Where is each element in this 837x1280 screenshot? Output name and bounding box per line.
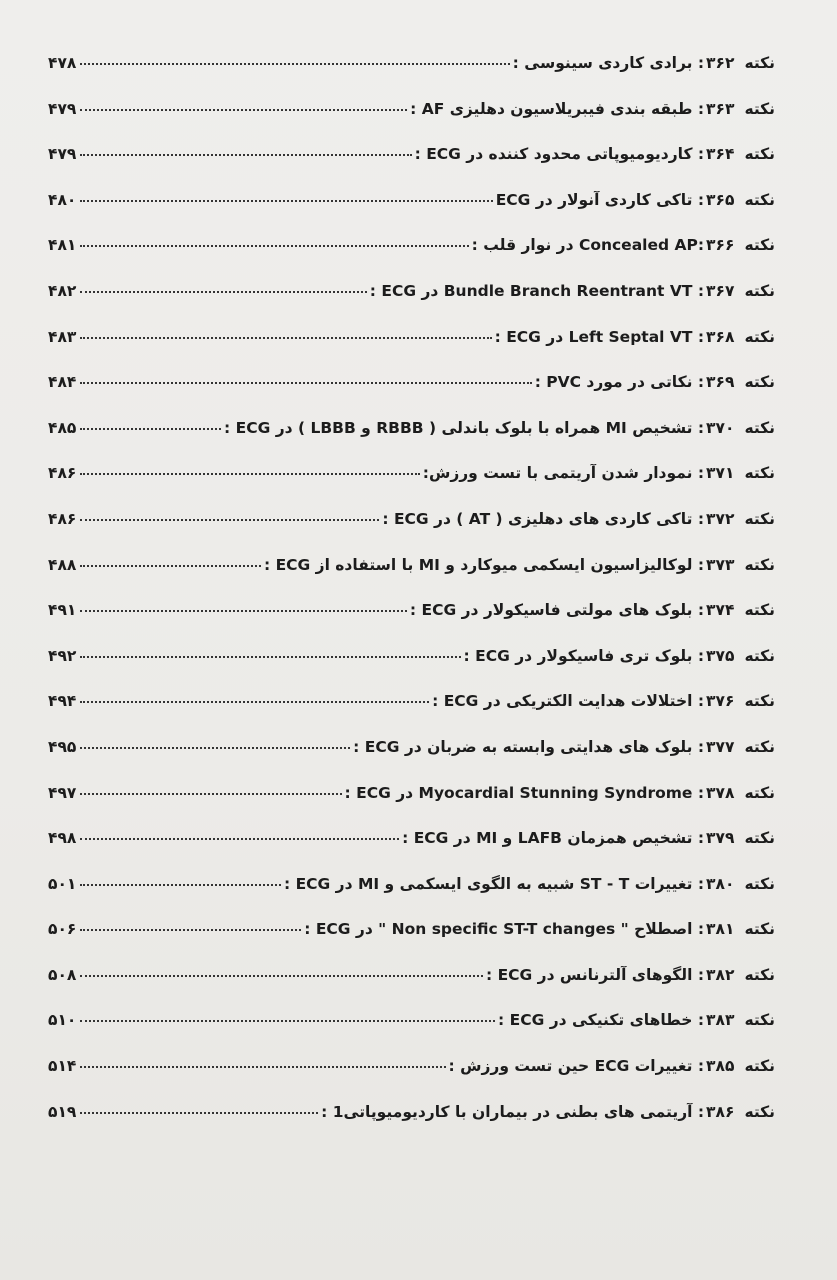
toc-entry[interactable] (48, 829, 775, 875)
toc-entry[interactable] (48, 328, 775, 374)
entry-number: ۳۷۸ (706, 783, 735, 802)
entry-number: ۳۷۱ (706, 464, 735, 483)
entry-title: : Myocardial Stunning Syndrome در ECG : (344, 783, 705, 802)
entry-number: ۳۶۳ (706, 99, 735, 118)
entry-prefix: نکته (744, 145, 775, 164)
dot-leader (80, 838, 399, 840)
entry-prefix: نکته (744, 555, 775, 574)
entry-title: :Concealed AP در نوار قلب : (471, 236, 705, 255)
toc-entry[interactable] (48, 647, 775, 693)
entry-page-number: ۴۸۸ (48, 555, 77, 574)
entry-page-number: ۴۸۰ (48, 190, 77, 209)
toc-entry[interactable] (48, 100, 775, 146)
entry-number: ۳۷۹ (706, 829, 735, 848)
dot-leader (80, 473, 419, 475)
entry-page-number: ۵۰۱ (48, 874, 77, 893)
entry-page-number: ۴۹۴ (48, 692, 77, 711)
entry-number: ۳۷۰ (706, 418, 735, 437)
entry-title: : بلوک های مولتی فاسیکولار در ECG : (409, 601, 705, 620)
dot-leader (80, 884, 281, 886)
entry-page-number: ۴۸۶ (48, 509, 77, 528)
dot-leader (80, 793, 341, 795)
toc-entry[interactable] (48, 191, 775, 237)
dot-leader (80, 975, 483, 977)
entry-page-number: ۵۱۰ (48, 1011, 77, 1030)
entry-title: : نمودار شدن آریتمی با تست ورزش: (422, 464, 705, 483)
entry-number: ۳۶۹ (706, 373, 735, 392)
entry-title: : تغییرات ST - T شبیه به الگوی ایسکمی و MI در ECG : (283, 874, 705, 893)
dot-leader (80, 1112, 318, 1114)
entry-number: ۳۷۵ (706, 646, 735, 665)
dot-leader (80, 245, 468, 247)
entry-title: : تاکی کاردی آنولار در ECG (495, 190, 705, 209)
entry-prefix: نکته (744, 737, 775, 756)
toc-entry[interactable] (48, 54, 775, 100)
toc-entry[interactable] (48, 601, 775, 647)
entry-page-number: ۴۸۳ (48, 327, 77, 346)
dot-leader (80, 382, 531, 384)
dot-leader (80, 929, 301, 931)
dot-leader (80, 701, 429, 703)
toc-entry[interactable] (48, 556, 775, 602)
entry-number: ۳۸۵ (706, 1057, 735, 1076)
entry-number: ۳۸۳ (706, 1011, 735, 1030)
entry-number: ۳۸۶ (706, 1102, 735, 1121)
entry-prefix: نکته (744, 281, 775, 300)
entry-prefix: نکته (744, 920, 775, 939)
table-of-contents (48, 54, 775, 1148)
entry-prefix: نکته (744, 509, 775, 528)
entry-number: ۳۷۷ (706, 737, 735, 756)
dot-leader (80, 291, 366, 293)
entry-title: : تشخیص همزمان LAFB و MI در ECG : (402, 829, 705, 848)
entry-page-number: ۴۸۲ (48, 281, 77, 300)
dot-leader (80, 109, 407, 111)
entry-title: : طبقه بندی فیبریلاسیون دهلیزی AF : (410, 99, 705, 118)
toc-entry[interactable] (48, 1103, 775, 1149)
toc-entry[interactable] (48, 784, 775, 830)
entry-prefix: نکته (744, 1102, 775, 1121)
entry-page-number: ۴۸۴ (48, 373, 77, 392)
toc-entry[interactable] (48, 920, 775, 966)
entry-prefix: نکته (744, 783, 775, 802)
entry-prefix: نکته (744, 1011, 775, 1030)
entry-page-number: ۴۸۶ (48, 464, 77, 483)
entry-page-number: ۵۰۸ (48, 965, 77, 984)
entry-prefix: نکته (744, 829, 775, 848)
dot-leader (80, 747, 350, 749)
dot-leader (80, 428, 221, 430)
toc-entry[interactable] (48, 282, 775, 328)
dot-leader (80, 565, 261, 567)
dot-leader (80, 656, 460, 658)
toc-entry[interactable] (48, 966, 775, 1012)
entry-prefix: نکته (744, 418, 775, 437)
dot-leader (80, 610, 407, 612)
toc-entry[interactable] (48, 692, 775, 738)
entry-page-number: ۴۹۲ (48, 646, 77, 665)
entry-page-number: ۵۱۴ (48, 1057, 77, 1076)
dot-leader (80, 337, 491, 339)
entry-prefix: نکته (744, 236, 775, 255)
entry-title: : اصطلاح " Non specific ST-T changes " در ECG : (304, 920, 705, 939)
dot-leader (80, 519, 379, 521)
entry-title: : کاردیومیوپاتی محدود کننده در ECG : (414, 145, 705, 164)
toc-entry[interactable] (48, 464, 775, 510)
dot-leader (80, 154, 411, 156)
entry-title: : بلوک تری فاسیکولار در ECG : (463, 646, 705, 665)
entry-page-number: ۴۷۹ (48, 99, 77, 118)
toc-entry[interactable] (48, 236, 775, 282)
entry-title: : برادی کاردی سینوسی : (512, 54, 705, 72)
toc-entry[interactable] (48, 510, 775, 556)
entry-title: : نکاتی در مورد PVC : (534, 373, 705, 392)
entry-prefix: نکته (744, 601, 775, 620)
entry-prefix: نکته (744, 327, 775, 346)
entry-title: : لوکالیزاسیون ایسکمی میوکارد و MI با استفاده از ECG : (263, 555, 705, 574)
toc-entry[interactable] (48, 373, 775, 419)
entry-number: ۳۷۳ (706, 555, 735, 574)
entry-page-number: ۵۰۶ (48, 920, 77, 939)
toc-entry[interactable] (48, 738, 775, 784)
entry-number: ۳۸۲ (706, 965, 735, 984)
entry-number: ۳۶۶ (706, 236, 735, 255)
entry-number: ۳۶۸ (706, 327, 735, 346)
entry-prefix: نکته (744, 464, 775, 483)
entry-page-number: ۴۸۵ (48, 418, 77, 437)
entry-page-number: ۴۹۵ (48, 737, 77, 756)
entry-prefix: نکته (744, 99, 775, 118)
entry-number: ۳۶۲ (706, 54, 735, 72)
entry-page-number: ۴۷۹ (48, 145, 77, 164)
entry-number: ۳۶۷ (706, 281, 735, 300)
dot-leader (80, 1020, 495, 1022)
entry-number: ۳۸۱ (706, 920, 735, 939)
entry-number: ۳۸۰ (706, 874, 735, 893)
entry-prefix: نکته (744, 190, 775, 209)
entry-prefix: نکته (744, 54, 775, 72)
entry-title: : اختلالات هدایت الکتریکی در ECG : (432, 692, 705, 711)
entry-number: ۳۶۴ (706, 145, 735, 164)
entry-page-number: ۵۱۹ (48, 1102, 77, 1121)
toc-entry[interactable] (48, 145, 775, 191)
toc-entry[interactable] (48, 1057, 775, 1103)
entry-prefix: نکته (744, 373, 775, 392)
entry-page-number: ۴۹۱ (48, 601, 77, 620)
entry-title: : Bundle Branch Reentrant VT در ECG : (369, 281, 705, 300)
toc-entry[interactable] (48, 875, 775, 921)
entry-page-number: ۴۷۸ (48, 54, 77, 72)
entry-title: : بلوک های هدایتی وابسته به ضربان در ECG : (353, 737, 705, 756)
toc-entry[interactable] (48, 419, 775, 465)
entry-prefix: نکته (744, 646, 775, 665)
toc-entry[interactable] (48, 1011, 775, 1057)
entry-title: : تشخیص MI همراه با بلوک باندلی ( RBBB و LBBB ) در ECG : (224, 418, 705, 437)
entry-prefix: نکته (744, 692, 775, 711)
entry-page-number: ۴۹۷ (48, 783, 77, 802)
entry-title: : خطاهای تکنیکی در ECG : (498, 1011, 705, 1030)
dot-leader (80, 63, 509, 65)
entry-number: ۳۷۴ (706, 601, 735, 620)
entry-title: : Left Septal VT در ECG : (494, 327, 705, 346)
entry-number: ۳۷۶ (706, 692, 735, 711)
entry-number: ۳۷۲ (706, 509, 735, 528)
entry-prefix: نکته (744, 1057, 775, 1076)
entry-prefix: نکته (744, 965, 775, 984)
entry-prefix: نکته (744, 874, 775, 893)
entry-title: : تغییرات ECG حین تست ورزش : (448, 1057, 705, 1076)
dot-leader (80, 1066, 445, 1068)
entry-title: : الگوهای آلترنانس در ECG : (485, 965, 705, 984)
entry-page-number: ۴۹۸ (48, 829, 77, 848)
entry-title: : تاکی کاردی های دهلیزی ( AT ) در ECG : (382, 509, 705, 528)
dot-leader (80, 200, 492, 202)
entry-page-number: ۴۸۱ (48, 236, 77, 255)
entry-title: : آریتمی های بطنی در بیماران با کاردیومیوپاتی1 : (321, 1102, 705, 1121)
entry-number: ۳۶۵ (706, 190, 735, 209)
